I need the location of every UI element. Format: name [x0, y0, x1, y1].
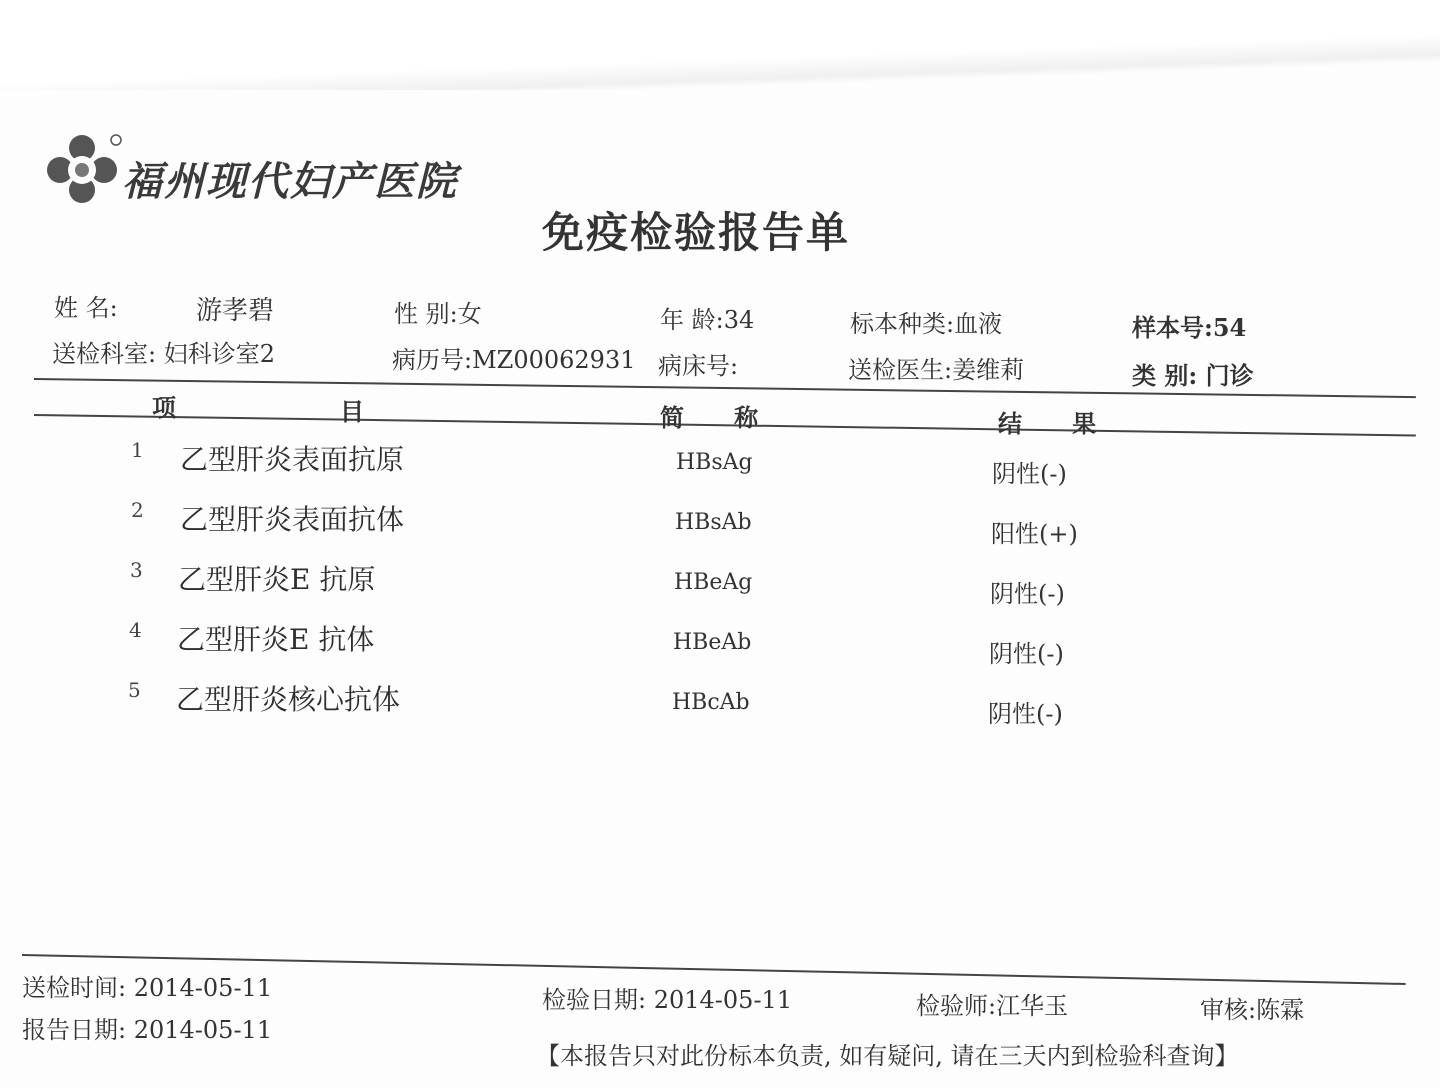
test-date: 检验日期: 2014-05-11: [542, 986, 793, 1014]
row-number: 5: [128, 678, 141, 702]
patient-gender: 性 别:女: [394, 300, 482, 328]
hospital-logo-icon: [42, 132, 122, 208]
medical-record-number: 病历号:MZ00062931: [392, 346, 636, 374]
row-number: 4: [129, 618, 142, 642]
test-abbreviation: HBeAg: [674, 570, 753, 595]
reviewer: 审核:陈霖: [1200, 996, 1305, 1024]
referring-doctor: 送检医生:姜维莉: [848, 356, 1025, 384]
bed-number: 病床号:: [658, 352, 739, 380]
test-result: 阴性(-): [992, 460, 1067, 488]
test-abbreviation: HBcAb: [672, 690, 750, 715]
page-title: 免疫检验报告单: [542, 208, 851, 257]
department: 送检科室: 妇科诊室2: [52, 340, 275, 368]
test-item-name: 乙型肝炎E 抗体: [177, 623, 375, 656]
test-result: 阴性(-): [988, 700, 1063, 728]
row-number: 1: [131, 438, 144, 462]
test-abbreviation: HBsAb: [675, 510, 752, 535]
disclaimer-note: 【本报告只对此份标本负责, 如有疑问, 请在三天内到检验科查询】: [536, 1042, 1239, 1070]
submit-time: 送检时间: 2014-05-11: [22, 974, 273, 1002]
patient-name-value: 游孝碧: [196, 296, 275, 326]
technician: 检验师:江华玉: [916, 992, 1069, 1020]
visit-category: 类 别: 门诊: [1132, 361, 1254, 390]
patient-name-label: 姓 名:: [54, 294, 118, 322]
row-number: 2: [131, 498, 144, 522]
specimen-type: 标本种类:血液: [850, 310, 1003, 338]
patient-age: 年 龄:34: [660, 306, 755, 334]
paper-edge: [0, 0, 1440, 90]
test-item-name: 乙型肝炎核心抗体: [176, 683, 401, 716]
test-result: 阴性(-): [989, 640, 1064, 668]
column-result-header: 结 果: [998, 409, 1097, 438]
test-item-name: 乙型肝炎表面抗体: [180, 503, 405, 536]
test-result: 阳性(+): [991, 520, 1078, 548]
test-abbreviation: HBeAb: [673, 630, 752, 655]
test-item-name: 乙型肝炎表面抗原: [180, 443, 405, 476]
column-item-label-1: 项: [152, 393, 176, 422]
column-item-label-2: 目: [340, 397, 364, 426]
hospital-name: 福州现代妇产医院: [122, 158, 458, 205]
report-date: 报告日期: 2014-05-11: [22, 1016, 273, 1044]
test-result: 阴性(-): [990, 580, 1065, 608]
row-number: 3: [130, 558, 143, 582]
test-item-name: 乙型肝炎E 抗原: [178, 563, 376, 596]
test-abbreviation: HBsAg: [676, 450, 753, 475]
column-abbr-header: 简 称: [660, 403, 759, 432]
sample-number: 样本号:54: [1132, 313, 1247, 342]
